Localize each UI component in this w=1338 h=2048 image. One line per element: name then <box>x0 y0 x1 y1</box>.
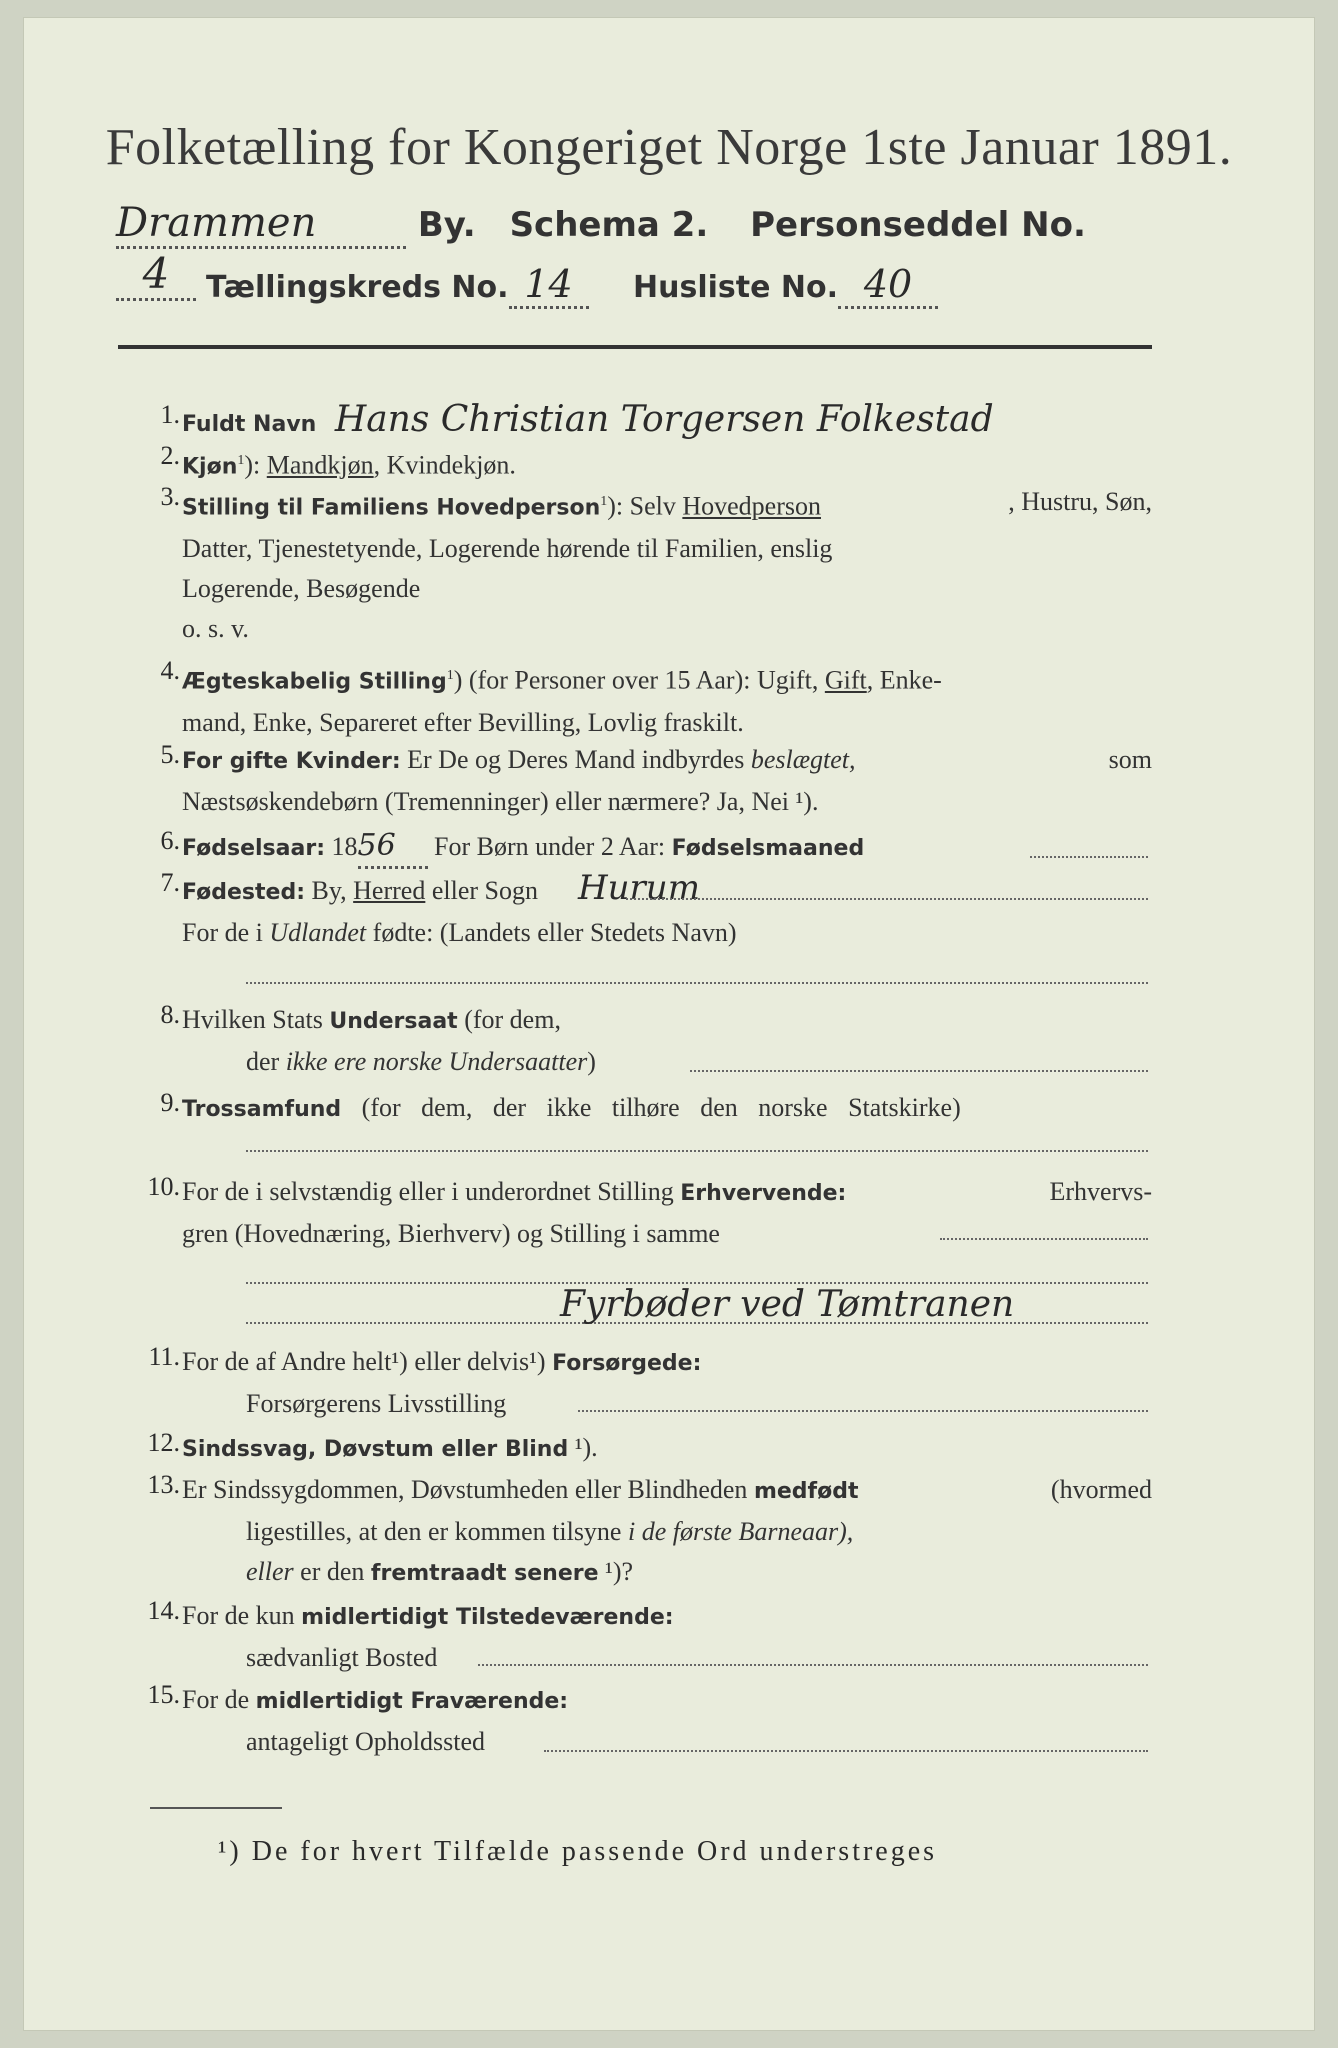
item-10-fill <box>940 1238 1148 1240</box>
item-7-fill <box>626 898 1148 900</box>
item-3-option-hovedperson: Hovedperson <box>682 491 821 521</box>
personseddel-value: 4 <box>116 249 196 301</box>
item-5-pre: Er De og Deres Mand indbyrdes <box>400 745 751 774</box>
item-7-udlandet: Udlandet <box>269 918 367 947</box>
item-2-rest: ): <box>244 450 267 480</box>
item-13-line2it: i de første Barneaar), <box>627 1517 854 1546</box>
item-7 <box>182 868 1152 953</box>
item-3-line3: Logerende, Besøgende <box>182 573 421 603</box>
item-9 <box>182 1088 1152 1130</box>
item-8-line2it: ikke ere norske Undersaatter <box>285 1047 588 1076</box>
item-3-label: Stilling til Familiens Hovedperson <box>182 495 601 521</box>
item-11-number: 11. <box>148 1342 180 1371</box>
item-10-label: Erhvervende: <box>680 1181 847 1206</box>
item-6-fill <box>1030 856 1148 858</box>
item-6 <box>182 826 1152 869</box>
item-10 <box>182 1172 1152 1254</box>
item-2 <box>182 441 516 488</box>
item-2-label: Kjøn <box>182 454 238 480</box>
husliste-label: Husliste No. <box>633 270 839 305</box>
item-4-sup: 1 <box>446 668 454 683</box>
item-2-number: 2. <box>160 441 180 470</box>
item-13-line3a: er den <box>293 1557 371 1586</box>
item-13-number: 13. <box>147 1470 180 1499</box>
item-15-line2: antageligt Opholdssted <box>246 1727 486 1756</box>
item-9-label: Trossamfund <box>182 1097 342 1122</box>
item-12-number: 12. <box>147 1428 180 1457</box>
item-1-value: Hans Christian Torgersen Folkestad <box>334 399 994 440</box>
item-11-fill <box>578 1410 1148 1412</box>
item-11-pre: For de af Andre helt¹) eller delvis¹) <box>182 1347 553 1376</box>
item-11-label: Forsørgede: <box>552 1351 702 1376</box>
item-13-line3it: eller <box>246 1557 294 1586</box>
item-7-line2a: For de i <box>182 918 270 947</box>
item-4 <box>182 656 1152 743</box>
item-13-line2a: ligestilles, at den er kommen tilsyne <box>246 1517 628 1546</box>
item-12-label: Sindssvag, Døvstum eller Blind <box>182 1437 569 1462</box>
item-4-label: Ægteskabelig Stilling <box>182 669 447 695</box>
item-6-birthyear: 56 <box>358 826 428 869</box>
item-7-fill-2 <box>246 982 1148 984</box>
taellingskreds-label: Tællingskreds No. <box>206 270 509 305</box>
item-14-number: 14. <box>147 1596 180 1625</box>
item-2-option-mandkjon: Mandkjøn <box>266 450 374 480</box>
item-3-number: 3. <box>160 482 180 511</box>
header-rule <box>118 345 1152 349</box>
item-4-line2: mand, Enke, Separeret efter Bevilling, Lovlig fraskilt. <box>182 707 744 737</box>
item-7-option-herred: Herred <box>353 876 426 905</box>
item-15-pre: For de <box>182 1685 256 1714</box>
item-7-value: Hurum <box>578 868 700 908</box>
by-handwritten: Drammen <box>116 200 406 249</box>
item-13 <box>182 1470 1152 1594</box>
item-1-label: Fuldt Navn <box>182 412 317 437</box>
header-line-kreds <box>206 262 1106 312</box>
item-8-label: Undersaat <box>329 1009 458 1034</box>
item-14-fill <box>478 1664 1148 1666</box>
item-9-number: 9. <box>160 1088 180 1117</box>
schema-label: Schema 2. <box>509 205 709 245</box>
item-9-post: (for dem, der ikke tilhøre den norske Statskirke) <box>341 1093 961 1122</box>
item-13-label: medfødt <box>753 1479 859 1504</box>
item-11-line2: Forsørgerens Livsstilling <box>246 1389 507 1418</box>
item-10-line2: gren (Hovednæring, Bierhverv) og Stilling i samme <box>182 1219 720 1248</box>
item-3 <box>182 482 1152 649</box>
footnote: ¹) De for hvert Tilfælde passende Ord understreges <box>218 1836 938 1867</box>
item-8: Hvilken Stats Undersaat (for dem, der ikke ere norske Undersaatter) <box>182 1005 596 1076</box>
item-4-option-gift: Gift <box>824 665 867 695</box>
item-5-label: For gifte Kvinder: <box>182 749 401 774</box>
item-13-post: (hvormed <box>1050 1475 1152 1504</box>
item-6-prefix: 18 <box>325 832 358 861</box>
item-12 <box>182 1428 598 1470</box>
item-14-line2: sædvanligt Bosted <box>246 1643 438 1672</box>
item-15-number: 15. <box>147 1680 180 1709</box>
item-5-line2: Næstsøskendebørn (Tremenninger) eller nærmere? Ja, Nei ¹). <box>182 787 819 816</box>
item-4-post: , Enke- <box>866 665 942 695</box>
item-6-number: 6. <box>160 826 180 855</box>
husliste-value: 40 <box>838 262 938 309</box>
item-8-number: 8. <box>160 1000 180 1029</box>
item-6-mid: For Børn under 2 Aar: <box>427 832 672 861</box>
item-3-post: , Hustru, Søn, <box>1008 487 1152 516</box>
item-8-fill <box>690 1070 1148 1072</box>
item-8-line2a: der <box>246 1047 286 1076</box>
taellingskreds-value: 14 <box>509 262 589 309</box>
item-10-value: Fyrbøder ved Tømtranen <box>560 1284 1015 1325</box>
item-12-post: ¹). <box>568 1433 598 1462</box>
item-1-number: 1. <box>160 400 180 429</box>
item-5-post: som <box>1108 745 1152 774</box>
item-7-post: eller Sogn <box>425 876 538 905</box>
item-8-pre: Hvilken Stats <box>182 1005 330 1034</box>
item-3-sup: 1 <box>600 494 608 509</box>
item-8-post: (for dem, <box>457 1005 561 1034</box>
by-label: By. <box>417 205 476 245</box>
item-15-label: midlertidigt Fraværende: <box>255 1689 569 1714</box>
item-7-number: 7. <box>160 868 180 897</box>
item-14-label: midlertidigt Tilstedeværende: <box>301 1605 674 1630</box>
item-2-option-kvindekjon: , Kvindekjøn. <box>373 450 516 480</box>
item-5 <box>182 740 1152 822</box>
item-2-sup: 1 <box>237 453 245 468</box>
form-title: Folketælling for Kongeriget Norge 1ste Januar 1891. <box>105 119 1233 176</box>
item-9-fill <box>246 1150 1148 1152</box>
item-4-pre: ) (for Personer over 15 Aar): Ugift, <box>453 665 825 695</box>
item-3-pre: ): Selv <box>607 491 683 521</box>
item-1 <box>182 400 1282 445</box>
item-10-number: 10. <box>147 1172 180 1201</box>
item-13-pre: Er Sindssygdommen, Døvstumheden eller Blindheden <box>182 1475 754 1504</box>
item-3-line4: o. s. v. <box>182 613 249 643</box>
item-10-post: Erhvervs- <box>1049 1177 1152 1206</box>
footnote-rule <box>150 1807 282 1809</box>
item-13-line3b: fremtraadt senere <box>370 1561 599 1586</box>
personseddel-label: Personseddel No. <box>750 205 1086 245</box>
item-7-pre: By, <box>305 876 354 905</box>
item-7-line2b: fødte: (Landets eller Stedets Navn) <box>366 918 737 947</box>
item-6-label: Fødselsaar: <box>182 836 325 861</box>
item-14-pre: For de kun <box>182 1601 302 1630</box>
item-5-beslaegtet: beslægtet, <box>750 745 856 774</box>
item-7-label: Fødested: <box>182 880 305 905</box>
item-10-pre: For de i selvstændig eller i underordnet Stilling <box>182 1177 681 1206</box>
item-4-number: 4. <box>160 656 180 685</box>
item-5-number: 5. <box>160 740 180 769</box>
item-13-line3c: ¹)? <box>598 1557 634 1586</box>
item-3-line2: Datter, Tjenestetyende, Logerende hørende til Familien, enslig <box>182 533 833 563</box>
item-15-fill <box>544 1750 1148 1752</box>
item-6-label2: Fødselsmaaned <box>671 836 865 861</box>
